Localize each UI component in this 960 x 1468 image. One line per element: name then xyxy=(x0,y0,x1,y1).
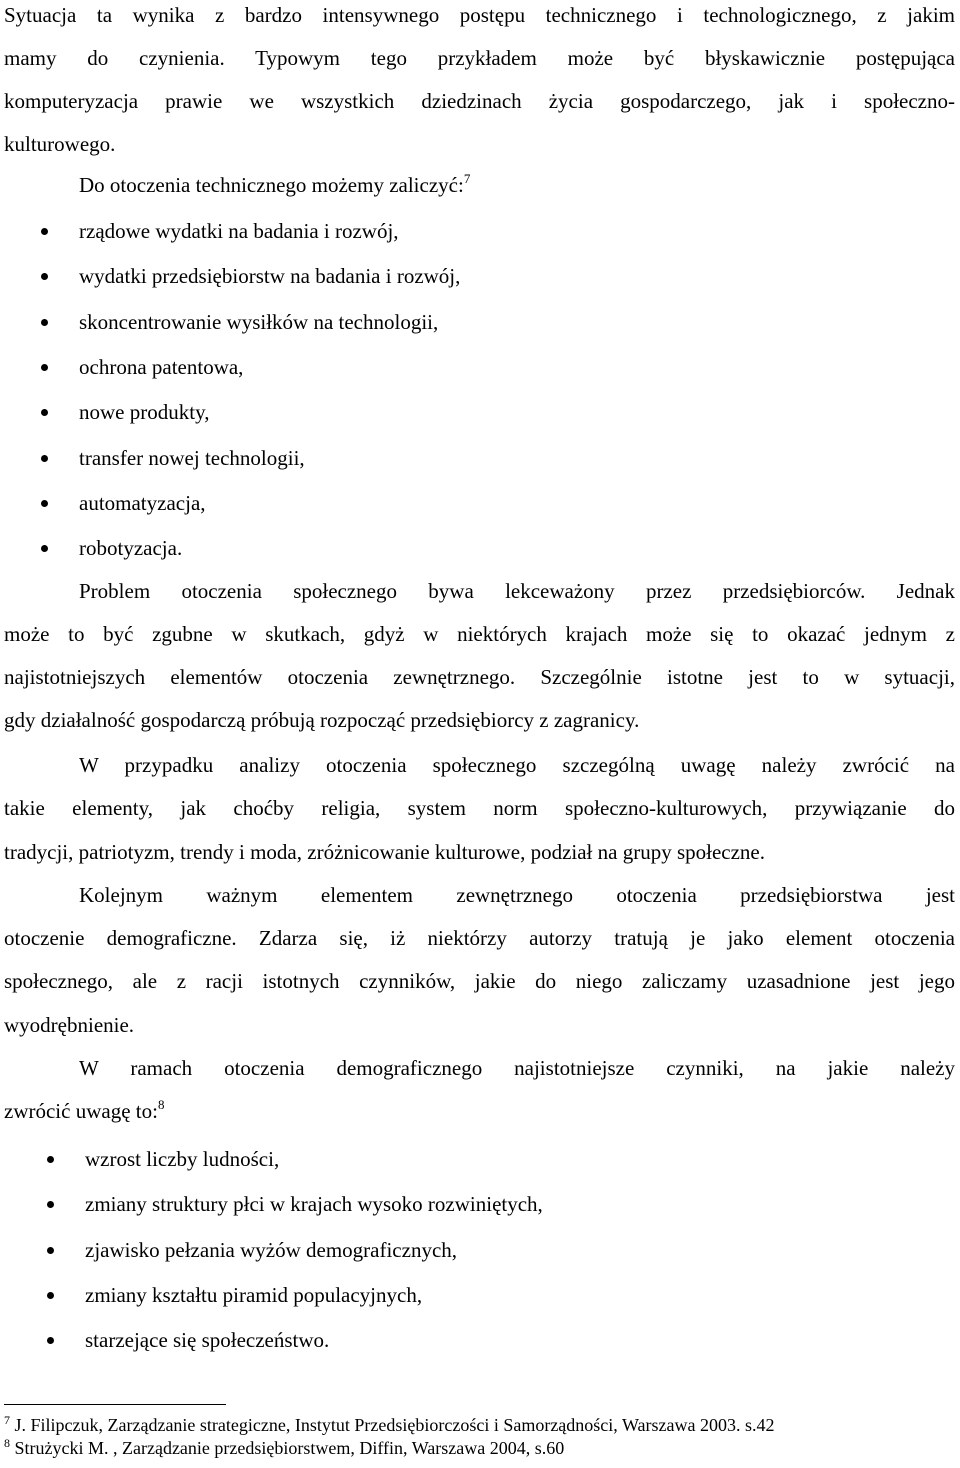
demo-item-3: zjawisko pełzania wyżów demograficznych, xyxy=(85,1237,458,1262)
bullet-icon xyxy=(41,228,48,235)
intro-line-1: Sytuacja ta wynika z bardzo intensywnego postępu technicznego i technologicznego, z jakim xyxy=(4,3,955,27)
tech-item-5: nowe produkty, xyxy=(79,400,210,425)
intro-line-4: kulturowego. xyxy=(4,132,116,156)
footnote-ref-7: 7 xyxy=(463,171,471,186)
demo-p1-line-2: otoczenie demograficzne. Zdarza się, iż niektórzy autorzy tratują je jako element otoczenia xyxy=(4,926,955,950)
demo-p2-line-1: W ramach otoczenia demograficznego najistotniejsze czynniki, na jakie należy xyxy=(79,1056,955,1080)
bullet-icon xyxy=(47,1201,54,1208)
tech-item-1: rządowe wydatki na badania i rozwój, xyxy=(79,219,399,243)
bullet-icon xyxy=(41,545,48,552)
tech-lead-text: Do otoczenia technicznego możemy zaliczyć: xyxy=(79,173,464,197)
bullet-icon xyxy=(47,1156,54,1163)
demo-p2-line-2-text: zwrócić uwagę to: xyxy=(4,1099,158,1123)
tech-lead xyxy=(79,171,470,199)
tech-item-7: automatyzacja, xyxy=(79,490,206,515)
demo-item-1: wzrost liczby ludności, xyxy=(85,1147,280,1171)
bullet-icon xyxy=(41,500,48,507)
social-p1-line-4: gdy działalność gospodarczą próbują rozpocząć przedsiębiorcy z zagranicy. xyxy=(4,708,640,732)
tech-item-6: transfer nowej technologii, xyxy=(79,445,305,470)
bullet-icon xyxy=(47,1337,54,1344)
intro-line-2: mamy do czynienia. Typowym tego przykładem może być błyskawicznie postępująca xyxy=(4,46,955,70)
bullet-icon xyxy=(41,409,48,416)
social-p1-line-3: najistotniejszych elementów otoczenia zewnętrznego. Szczególnie istotne jest to w sytuacji, xyxy=(4,665,955,689)
footnote-8 xyxy=(4,1437,564,1459)
bullet-icon xyxy=(47,1247,54,1254)
social-p2-line-2: takie elementy, jak choćby religia, system norm społeczno-kulturowych, przywiązanie do xyxy=(4,796,955,820)
tech-item-2: wydatki przedsiębiorstw na badania i rozwój, xyxy=(79,264,461,289)
demo-p1-line-1: Kolejnym ważnym elementem zewnętrznego otoczenia przedsiębiorstwa jest xyxy=(79,883,955,907)
footnote-ref-8: 8 xyxy=(157,1097,165,1112)
demo-p1-line-4: wyodrębnienie. xyxy=(4,1013,135,1037)
demo-item-4: zmiany kształtu piramid populacyjnych, xyxy=(85,1282,423,1307)
tech-item-8: robotyzacja. xyxy=(79,536,183,561)
footnote-7 xyxy=(4,1414,774,1436)
bullet-icon xyxy=(41,319,48,326)
bullet-icon xyxy=(41,455,48,462)
bullet-icon xyxy=(47,1292,54,1299)
demo-item-5: starzejące się społeczeństwo. xyxy=(85,1328,330,1353)
demo-item-2: zmiany struktury płci w krajach wysoko rozwiniętych, xyxy=(85,1192,543,1217)
tech-item-4: ochrona patentowa, xyxy=(79,354,244,379)
bullet-icon xyxy=(41,273,48,280)
intro-line-3: komputeryzacja prawie we wszystkich dziedzinach życia gospodarczego, jak i społeczno- xyxy=(4,89,955,113)
footnote-7-number: 7 xyxy=(4,1413,10,1427)
social-p1-line-1: Problem otoczenia społecznego bywa lekceważony przez przedsiębiorców. Jednak xyxy=(79,579,955,603)
demo-p2-line-2 xyxy=(4,1097,955,1125)
bullet-icon xyxy=(41,364,48,371)
footnote-separator xyxy=(4,1404,226,1405)
social-p2-line-1: W przypadku analizy otoczenia społecznego szczególną uwagę należy zwrócić na xyxy=(79,753,955,777)
footnote-8-number: 8 xyxy=(4,1436,10,1450)
social-p2-line-3: tradycji, patriotyzm, trendy i moda, zróżnicowanie kulturowe, podział na grupy społeczne. xyxy=(4,840,765,864)
footnote-7-text: J. Filipczuk, Zarządzanie strategiczne, Instytut Przedsiębiorczości i Samorządności, Warszawa 2003. s.42 xyxy=(14,1415,775,1435)
footnote-8-text: Strużycki M. , Zarządzanie przedsiębiorstwem, Diffin, Warszawa 2004, s.60 xyxy=(14,1438,565,1458)
demo-p1-line-3: społecznego, ale z racji istotnych czynników, jakie do niego zaliczamy uzasadnione jest jego xyxy=(4,969,955,993)
tech-item-3: skoncentrowanie wysiłków na technologii, xyxy=(79,309,439,334)
social-p1-line-2: może to być zgubne w skutkach, gdyż w niektórych krajach może się to okazać jednym z xyxy=(4,622,955,646)
